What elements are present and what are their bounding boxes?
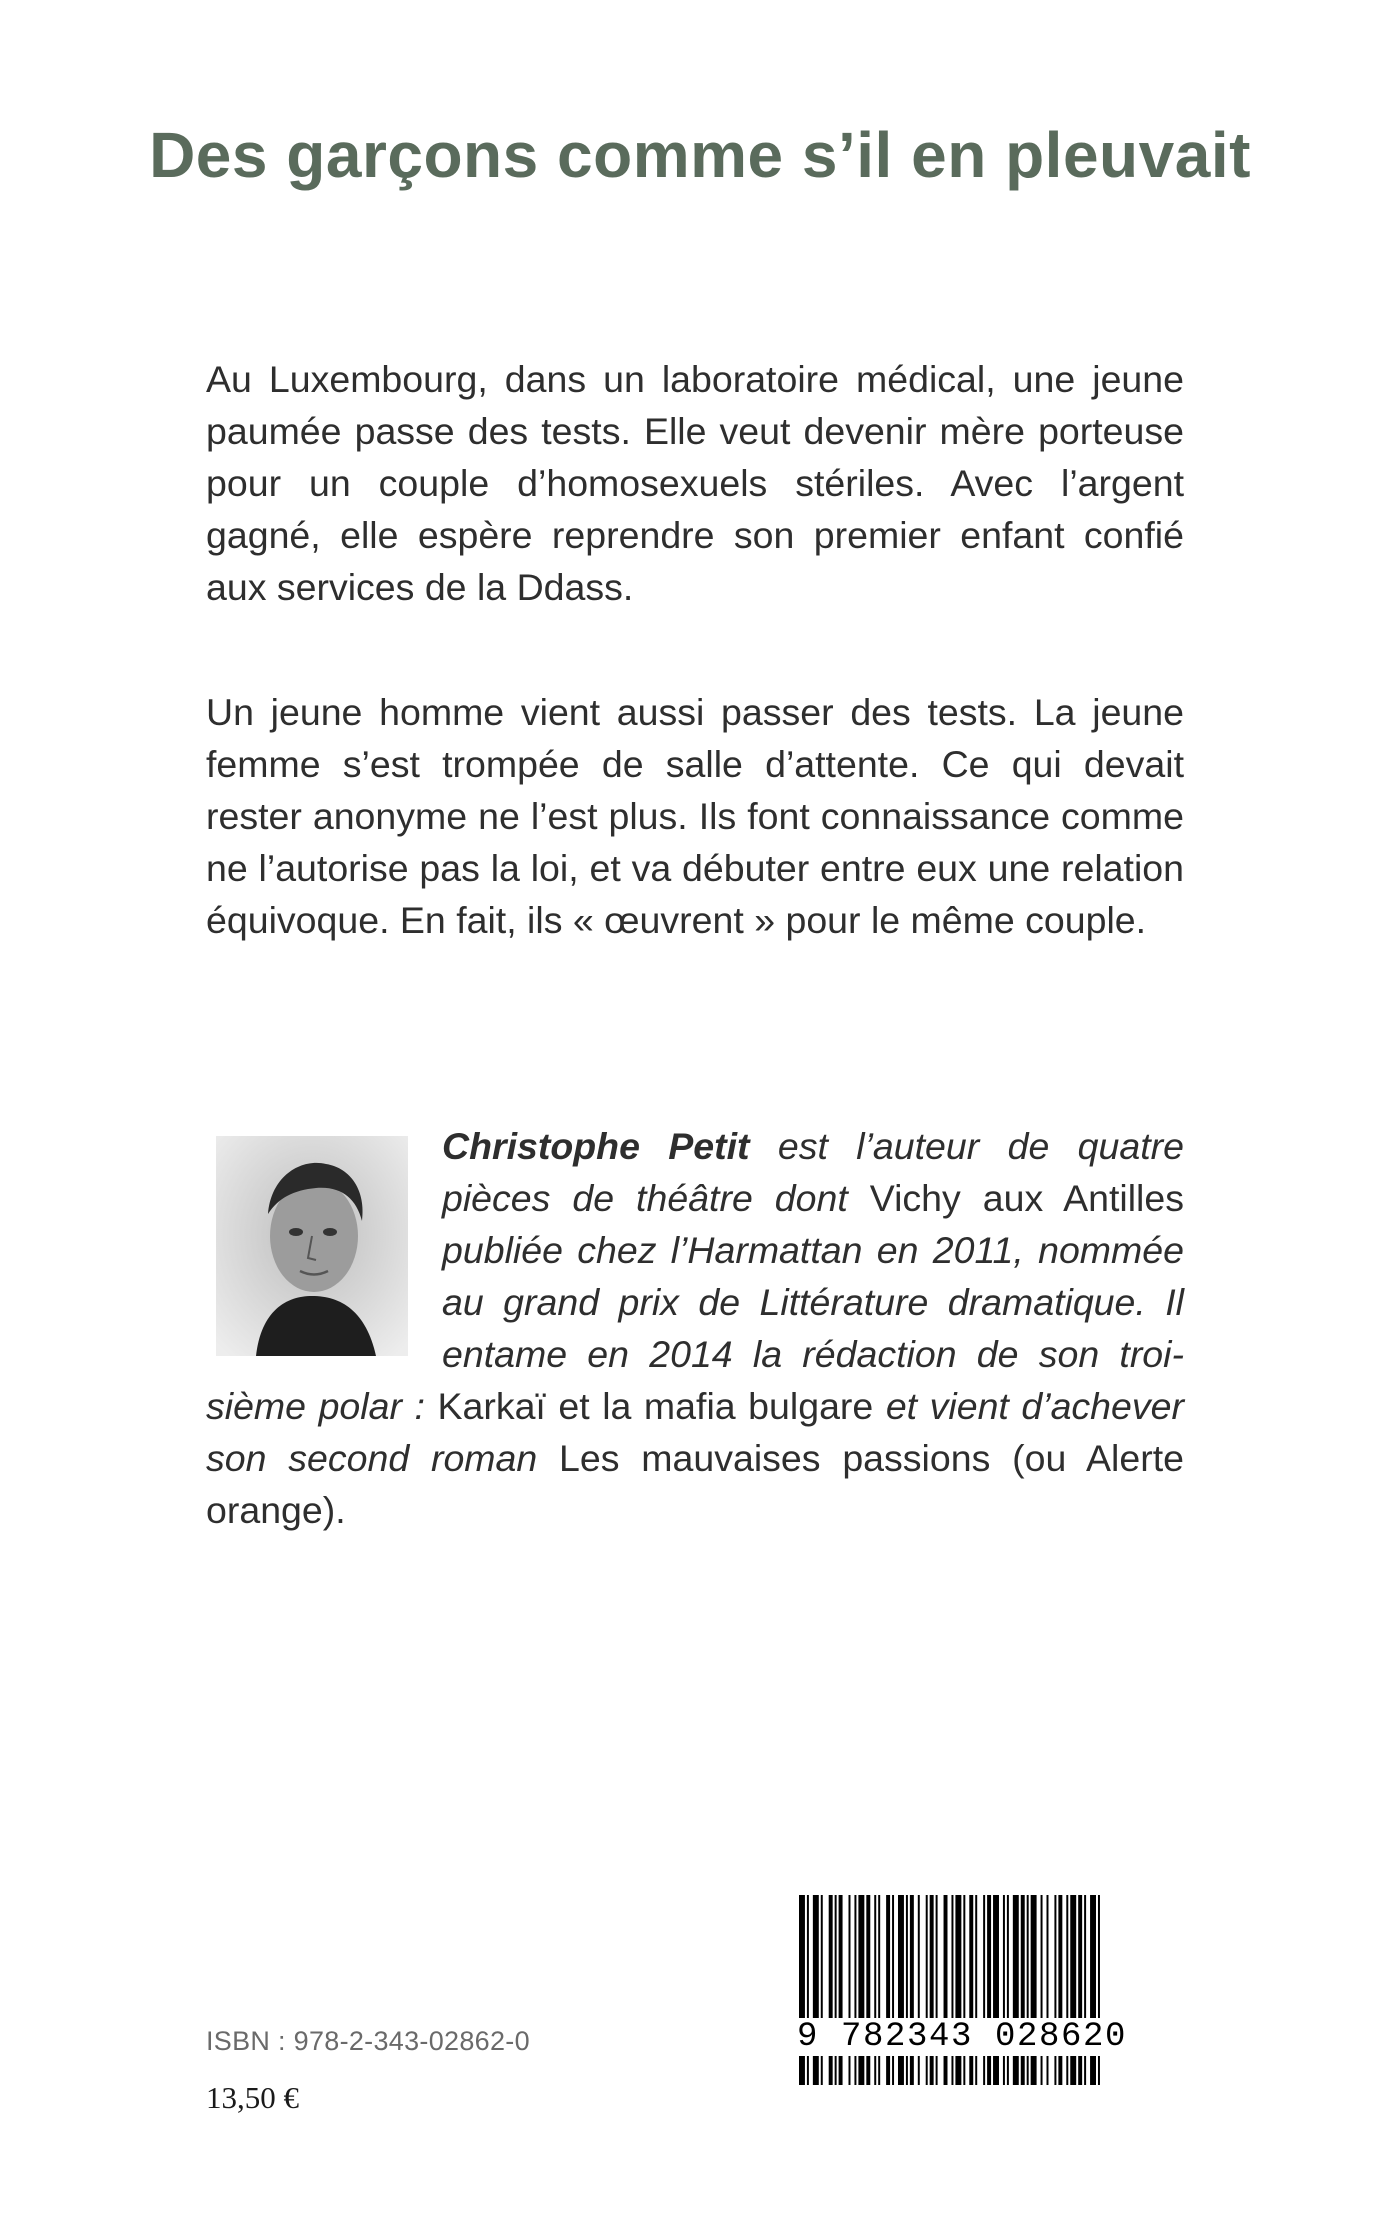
barcode-bar: [1003, 1895, 1005, 2085]
barcode-bar: [1013, 1895, 1019, 2085]
bio-text-2: publiée chez l’Harmattan en 2011, nommée au grand prix de Littérature dramatique. Il entame en 2014 la rédaction de son troisième polar :: [206, 1229, 1184, 1427]
barcode-bar: [910, 1895, 914, 2085]
bio-work-2: Karkaï et la mafia bulgare: [437, 1385, 874, 1427]
barcode-bar: [975, 1895, 977, 2085]
barcode-bar: [878, 1895, 880, 2085]
barcode-bar: [1090, 1895, 1096, 2085]
barcode-bar: [807, 1895, 809, 2085]
barcode-bar: [854, 1895, 856, 2085]
barcode-bar: [969, 1895, 973, 2085]
blurb-paragraph-2: Un jeune homme vient aussi passer des tests. La jeune femme s’est trompée de salle d’attente. Ce qui devait rester anonyme ne l’est plus. Ils font connaissance comme ne l’autorise pas la loi, et va débuter entre eux une relation équivoque. En fait, ils « œuvrent » pour le même couple.: [206, 691, 1184, 941]
barcode-bar: [1058, 1895, 1062, 2085]
barcode-bar: [829, 1895, 833, 2085]
barcode-bar: [1070, 1895, 1076, 2085]
barcode-bar: [1021, 1895, 1025, 2085]
barcode-bar: [886, 1895, 890, 2085]
author-bio: [206, 1120, 1184, 1536]
bio-work-1: Vichy aux Antilles: [869, 1177, 1184, 1219]
book-title: Des garçons comme s’il en pleuvait: [149, 119, 1251, 191]
barcode-bar: [1084, 1895, 1086, 2085]
barcode: [795, 1895, 1161, 2085]
bio-text-3: et vient d’achever son second roman: [206, 1385, 1184, 1479]
barcode-bar: [898, 1895, 904, 2085]
bio-text-1: est l’auteur de quatre pièces de théâtre dont: [442, 1125, 1184, 1219]
barcode-bar: [1007, 1895, 1009, 2085]
barcode-bar: [987, 1895, 991, 2085]
bio-work-3: Les mauvaises passions (ou Alerte orange).: [206, 1437, 1184, 1531]
barcode-bar: [1078, 1895, 1082, 2085]
barcode-bar: [799, 1895, 805, 2085]
barcode-bar: [874, 1895, 876, 2085]
author-photo: [216, 1136, 408, 1356]
barcode-bar: [835, 1895, 837, 2085]
barcode-bar: [944, 1895, 948, 2085]
barcode-bar: [993, 1895, 999, 2085]
blurb-paragraph-1: Au Luxembourg, dans un laboratoire médical, une jeune paumée passe des tests. Elle veut devenir mère porteuse pour un couple d’homosexuels stériles. Avec l’argent gagné, elle espère reprendre son premier enfant confié aux services de la Ddass.: [206, 358, 1184, 608]
barcode-bar: [813, 1895, 819, 2085]
barcode-bar: [930, 1895, 934, 2085]
barcode-bar: [866, 1895, 870, 2085]
barcode-bar: [955, 1895, 961, 2085]
barcode-bar: [963, 1895, 965, 2085]
barcode-bar: [849, 1895, 851, 2085]
barcode-bar: [1041, 1895, 1043, 2085]
barcode-bar: [951, 1895, 953, 2085]
barcode-bar: [1066, 1895, 1068, 2085]
barcode-bar: [936, 1895, 938, 2085]
barcode-bar: [1031, 1895, 1037, 2085]
barcode-bar: [839, 1895, 843, 2085]
barcode-bar: [1027, 1895, 1029, 2085]
author-name: Christophe Petit: [442, 1125, 750, 1167]
barcode-digits: 9 782343 028620: [795, 2018, 1161, 2056]
barcode-bar: [906, 1895, 908, 2085]
barcode-bar: [1098, 1895, 1100, 2085]
barcode-bar: [821, 1895, 823, 2085]
barcode-bar: [983, 1895, 985, 2085]
barcode-bar: [1054, 1895, 1056, 2085]
barcode-bar: [858, 1895, 864, 2085]
barcode-bar: [918, 1895, 920, 2085]
price: 13,50 €: [206, 2080, 299, 2115]
barcode-bar: [892, 1895, 894, 2085]
isbn: ISBN : 978-2-343-02862-0: [206, 2026, 530, 2056]
barcode-bar: [1047, 1895, 1049, 2085]
barcode-bar: [926, 1895, 928, 2085]
